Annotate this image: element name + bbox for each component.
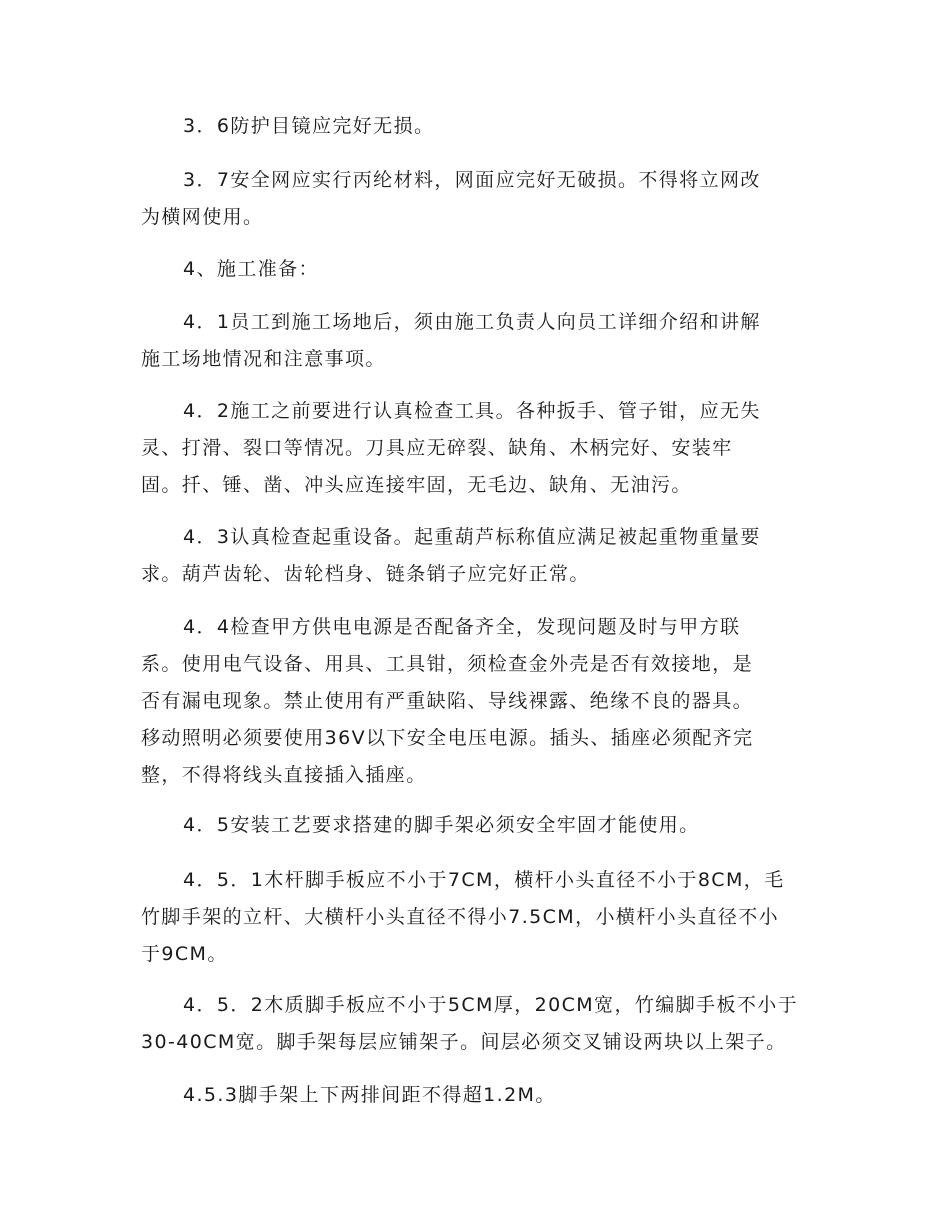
paragraph-4-3: [141, 519, 821, 593]
paragraph-4-5: [141, 807, 821, 844]
text-line: 4．5安装工艺要求搭建的脚手架必须安全牢固才能使用。: [183, 814, 700, 836]
paragraph-4-2: [141, 393, 821, 504]
text-line: 30-40CM宽。脚手架每层应铺架子。间层必须交叉铺设两块以上架子。: [141, 1031, 787, 1053]
text-line: 4．2施工之前要进行认真检查工具。各种扳手、管子钳，应无失: [183, 400, 761, 422]
text-line: 于9CM。: [141, 943, 228, 965]
text-line: 4、施工准备：: [183, 258, 319, 280]
text-line: 整，不得将线头直接插入插座。: [141, 764, 427, 786]
paragraph-3-6: [141, 108, 821, 145]
paragraph-4-5-2: [141, 987, 821, 1061]
paragraph-4-5-3: [141, 1077, 821, 1114]
text-line: 3．7安全网应实行丙纶材料，网面应完好无破损。不得将立网改: [183, 169, 761, 191]
text-line: 移动照明必须要使用36V以下安全电压电源。插头、插座必须配齐完: [141, 727, 754, 749]
text-line: 为横网使用。: [141, 206, 264, 228]
paragraph-4-1: [141, 304, 821, 378]
text-line: 求。葫芦齿轮、齿轮档身、链条销子应完好正常。: [141, 563, 590, 585]
text-line: 施工场地情况和注意事项。: [141, 348, 386, 370]
text-line: 否有漏电现象。禁止使用有严重缺陷、导线裸露、绝缘不良的器具。: [141, 690, 754, 712]
paragraph-4-5-1: [141, 862, 821, 973]
text-line: 灵、打滑、裂口等情况。刀具应无碎裂、缺角、木柄完好、安装牢: [141, 437, 733, 459]
section-heading-4: [141, 251, 821, 288]
text-line: 4.5.3脚手架上下两排间距不得超1.2M。: [183, 1084, 556, 1106]
text-line: 4．4检查甲方供电电源是否配备齐全，发现问题及时与甲方联: [183, 616, 741, 638]
text-line: 4．3认真检查起重设备。起重葫芦标称值应满足被起重物重量要: [183, 526, 761, 548]
text-line: 固。扦、锤、凿、冲头应连接牢固，无毛边、缺角、无油污。: [141, 474, 692, 496]
paragraph-3-7: [141, 162, 821, 236]
text-line: 4．5．2木质脚手板应不小于5CM厚，20CM宽，竹编脚手板不小于: [183, 994, 799, 1016]
text-line: 竹脚手架的立杆、大横杆小头直径不得小7.5CM，小横杆小头直径不小: [141, 906, 780, 928]
paragraph-4-4: [141, 609, 821, 794]
text-line: 4．5．1木杆脚手板应不小于7CM，横杆小头直径不小于8CM，毛: [183, 869, 785, 891]
text-line: 系。使用电气设备、用具、工具钳，须检查金外壳是否有效接地，是: [141, 653, 754, 675]
text-line: 3．6防护目镜应完好无损。: [183, 115, 435, 137]
text-line: 4．1员工到施工场地后，须由施工负责人向员工详细介绍和讲解: [183, 311, 761, 333]
